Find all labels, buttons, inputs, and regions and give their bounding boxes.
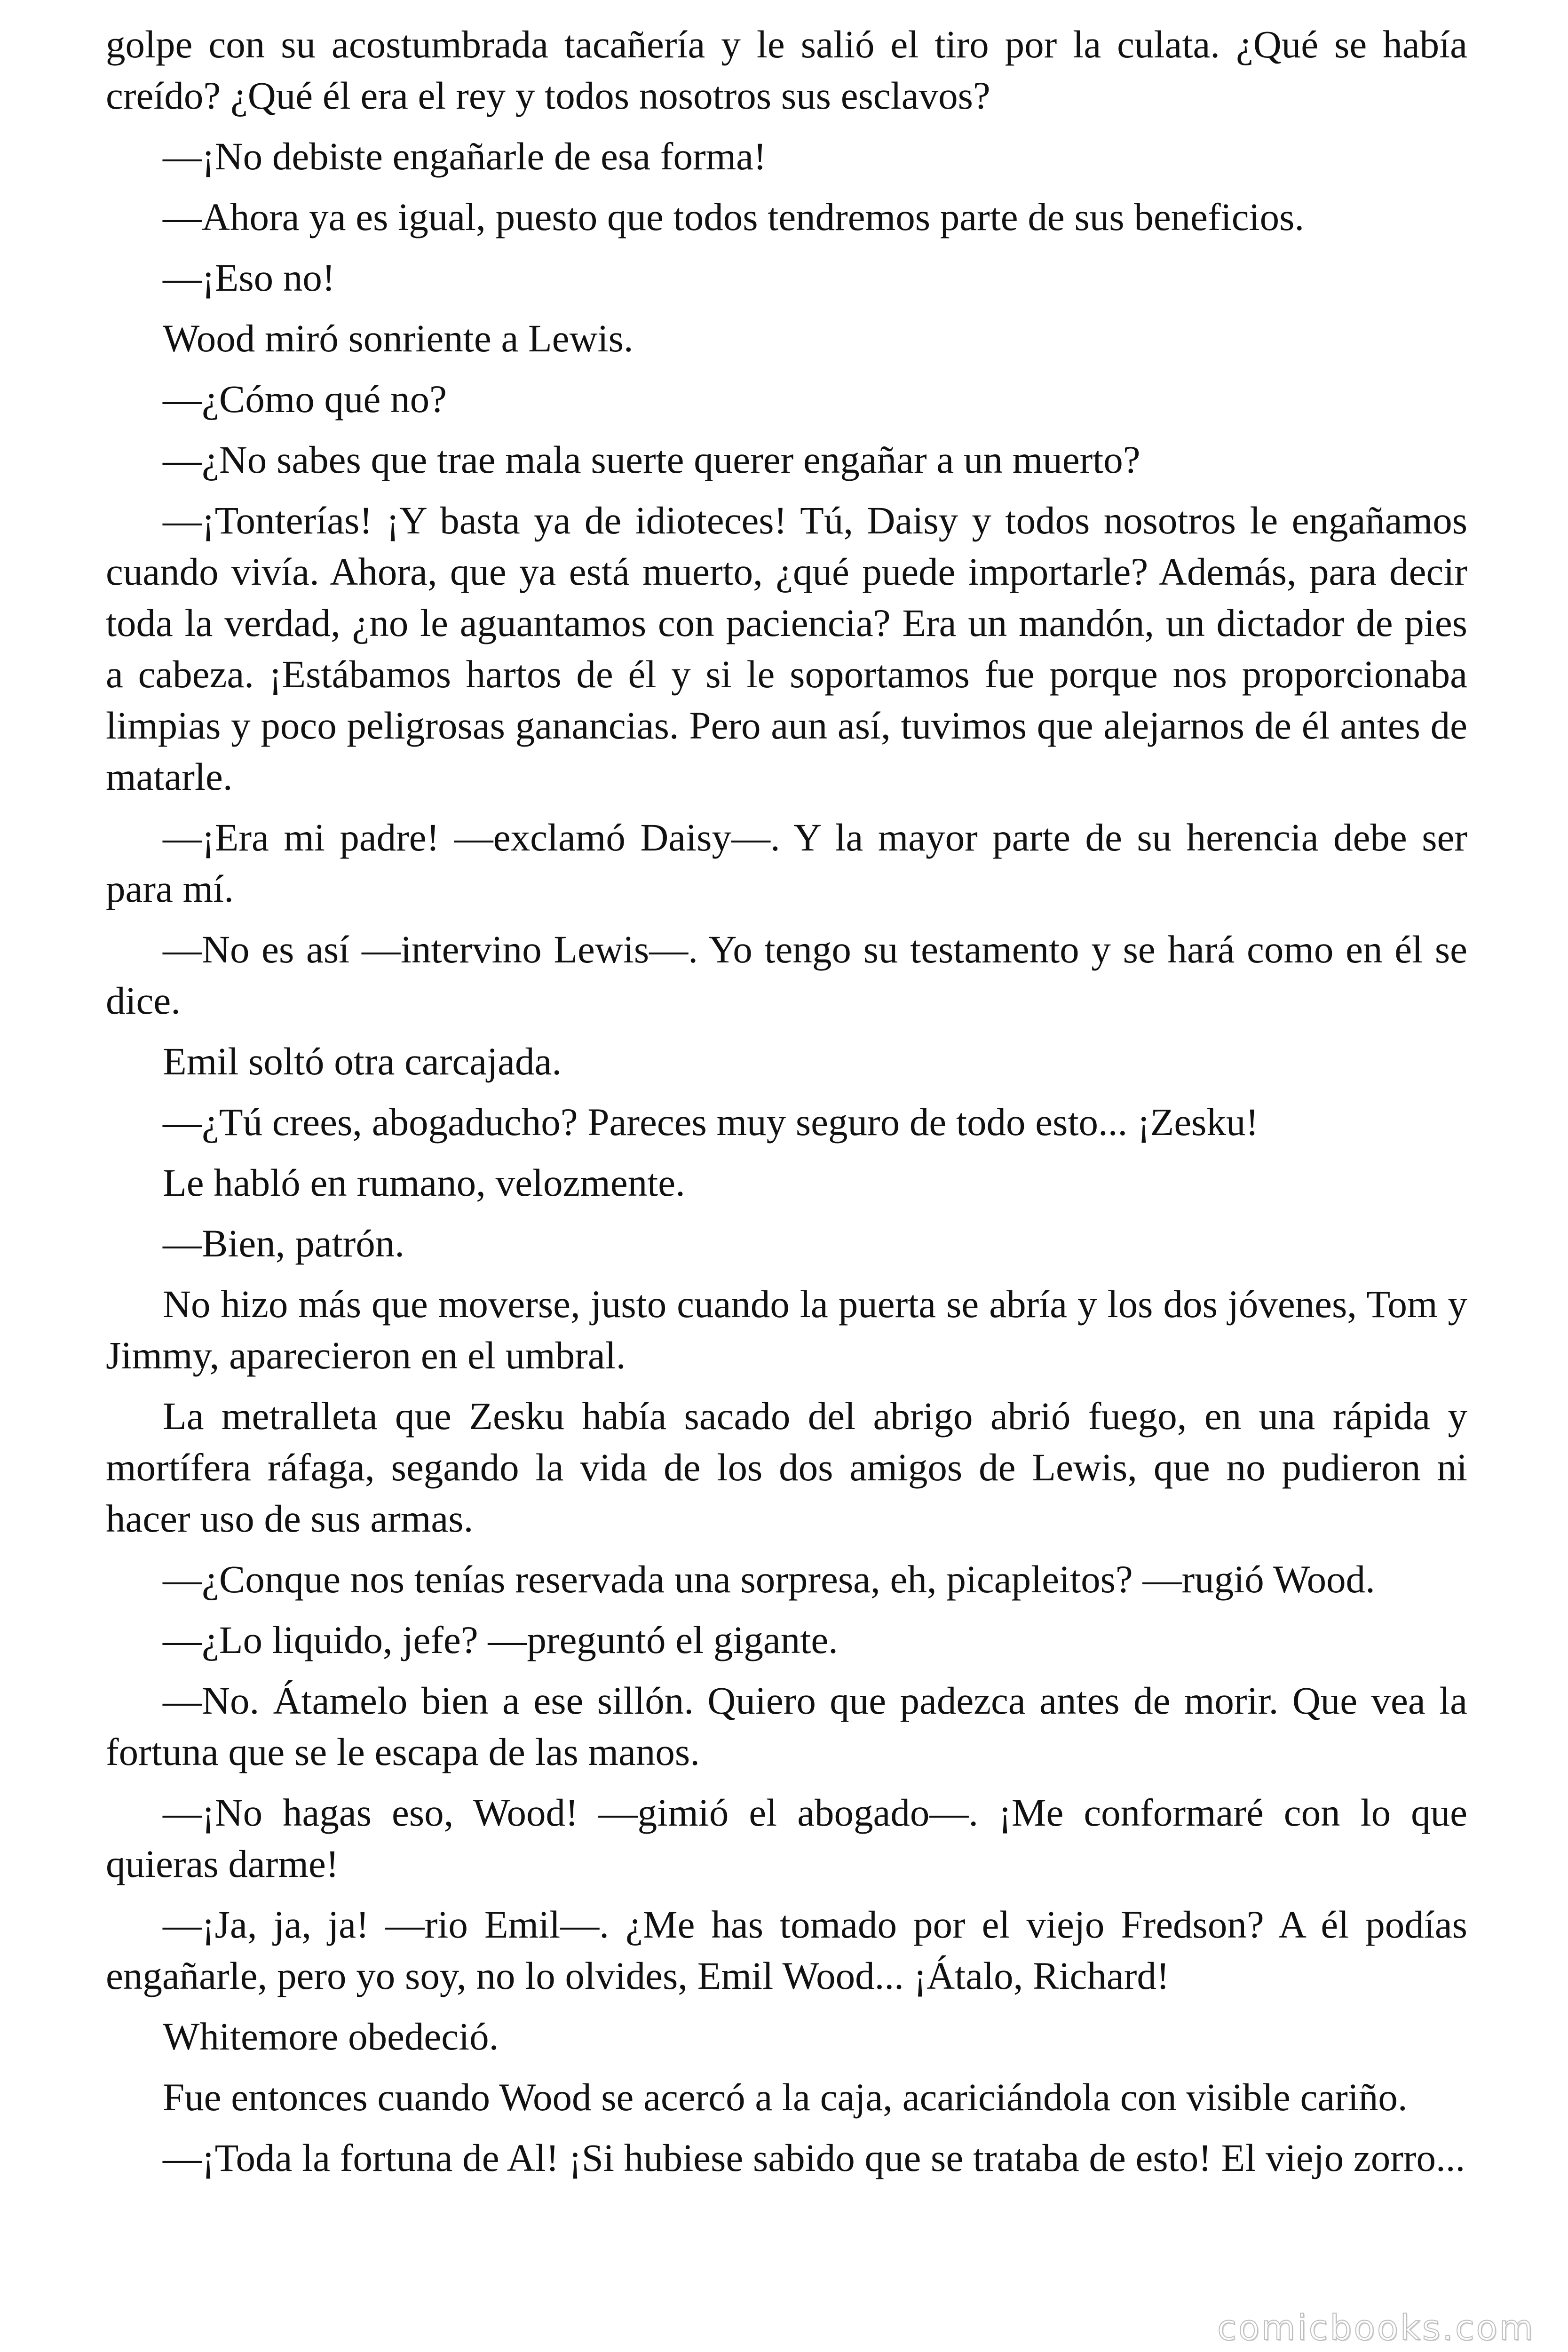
paragraph: —¿Cómo qué no? xyxy=(163,377,447,421)
watermark: comicbooks.com xyxy=(1217,2308,1535,2348)
paragraph: Le habló en rumano, velozmente. xyxy=(163,1161,685,1204)
paragraph: —¡Era mi padre! —exclamó Daisy—. Y la mayor parte de su herencia debe ser para mí. xyxy=(106,816,1467,910)
paragraph: —¡Ja, ja, ja! —rio Emil—. ¿Me has tomado por el viejo Fredson? A él podías engañarle, pero yo soy, no lo olvides, Emil Wood... ¡Átalo, Richard! xyxy=(106,1903,1467,1997)
paragraph: —¡Tonterías! ¡Y basta ya de idioteces! Tú, Daisy y todos nosotros le engañamos cuando vivía. Ahora, que ya está muerto, ¿qué puede importarle? Además, para decir toda la verdad, ¿no le aguantamos con paciencia? Era un mandón, un dictador de pies a cabeza. ¡Estábamos hartos de él y si le soportamos fue porque nos proporcionaba limpias y poco peligrosas ganancias. Pero aun así, tuvimos que alejarnos de él antes de matarle. xyxy=(106,499,1467,798)
paragraph: —No es así —intervino Lewis—. Yo tengo su testamento y se hará como en él se dice. xyxy=(106,928,1467,1022)
page-body xyxy=(106,19,1467,2193)
paragraph: —¿Tú crees, abogaducho? Pareces muy seguro de todo esto... ¡Zesku! xyxy=(163,1100,1259,1144)
paragraph: golpe con su acostumbrada tacañería y le salió el tiro por la culata. ¿Qué se había creído? ¿Qué él era el rey y todos nosotros sus esclavos? xyxy=(106,23,1467,117)
paragraph: —Bien, patrón. xyxy=(163,1222,405,1265)
paragraph: Fue entonces cuando Wood se acercó a la caja, acariciándola con visible cariño. xyxy=(163,2075,1408,2119)
paragraph: —¡Toda la fortuna de Al! ¡Si hubiese sabido que se trataba de esto! El viejo zorro... xyxy=(163,2136,1465,2179)
paragraph: —¿Conque nos tenías reservada una sorpresa, eh, picapleitos? —rugió Wood. xyxy=(163,1557,1375,1601)
paragraph: Emil soltó otra carcajada. xyxy=(163,1040,562,1083)
paragraph: Whitemore obedeció. xyxy=(163,2015,499,2058)
paragraph: —¿Lo liquido, jefe? —preguntó el gigante. xyxy=(163,1618,838,1661)
paragraph: —Ahora ya es igual, puesto que todos tendremos parte de sus beneficios. xyxy=(163,195,1305,238)
paragraph: —¿No sabes que trae mala suerte querer engañar a un muerto? xyxy=(163,438,1140,481)
paragraph: Wood miró sonriente a Lewis. xyxy=(163,317,634,360)
paragraph: —No. Átamelo bien a ese sillón. Quiero que padezca antes de morir. Que vea la fortuna que se le escapa de las manos. xyxy=(106,1679,1467,1773)
paragraph: —¡No debiste engañarle de esa forma! xyxy=(163,135,767,178)
paragraph: —¡No hagas eso, Wood! —gimió el abogado—. ¡Me conformaré con lo que quieras darme! xyxy=(106,1791,1467,1885)
paragraph: La metralleta que Zesku había sacado del abrigo abrió fuego, en una rápida y mortífera ráfaga, segando la vida de los dos amigos de Lewis, que no pudieron ni hacer uso de sus armas. xyxy=(106,1394,1467,1540)
paragraph: —¡Eso no! xyxy=(163,256,335,299)
paragraph: No hizo más que moverse, justo cuando la puerta se abría y los dos jóvenes, Tom y Jimmy, aparecieron en el umbral. xyxy=(106,1282,1467,1377)
